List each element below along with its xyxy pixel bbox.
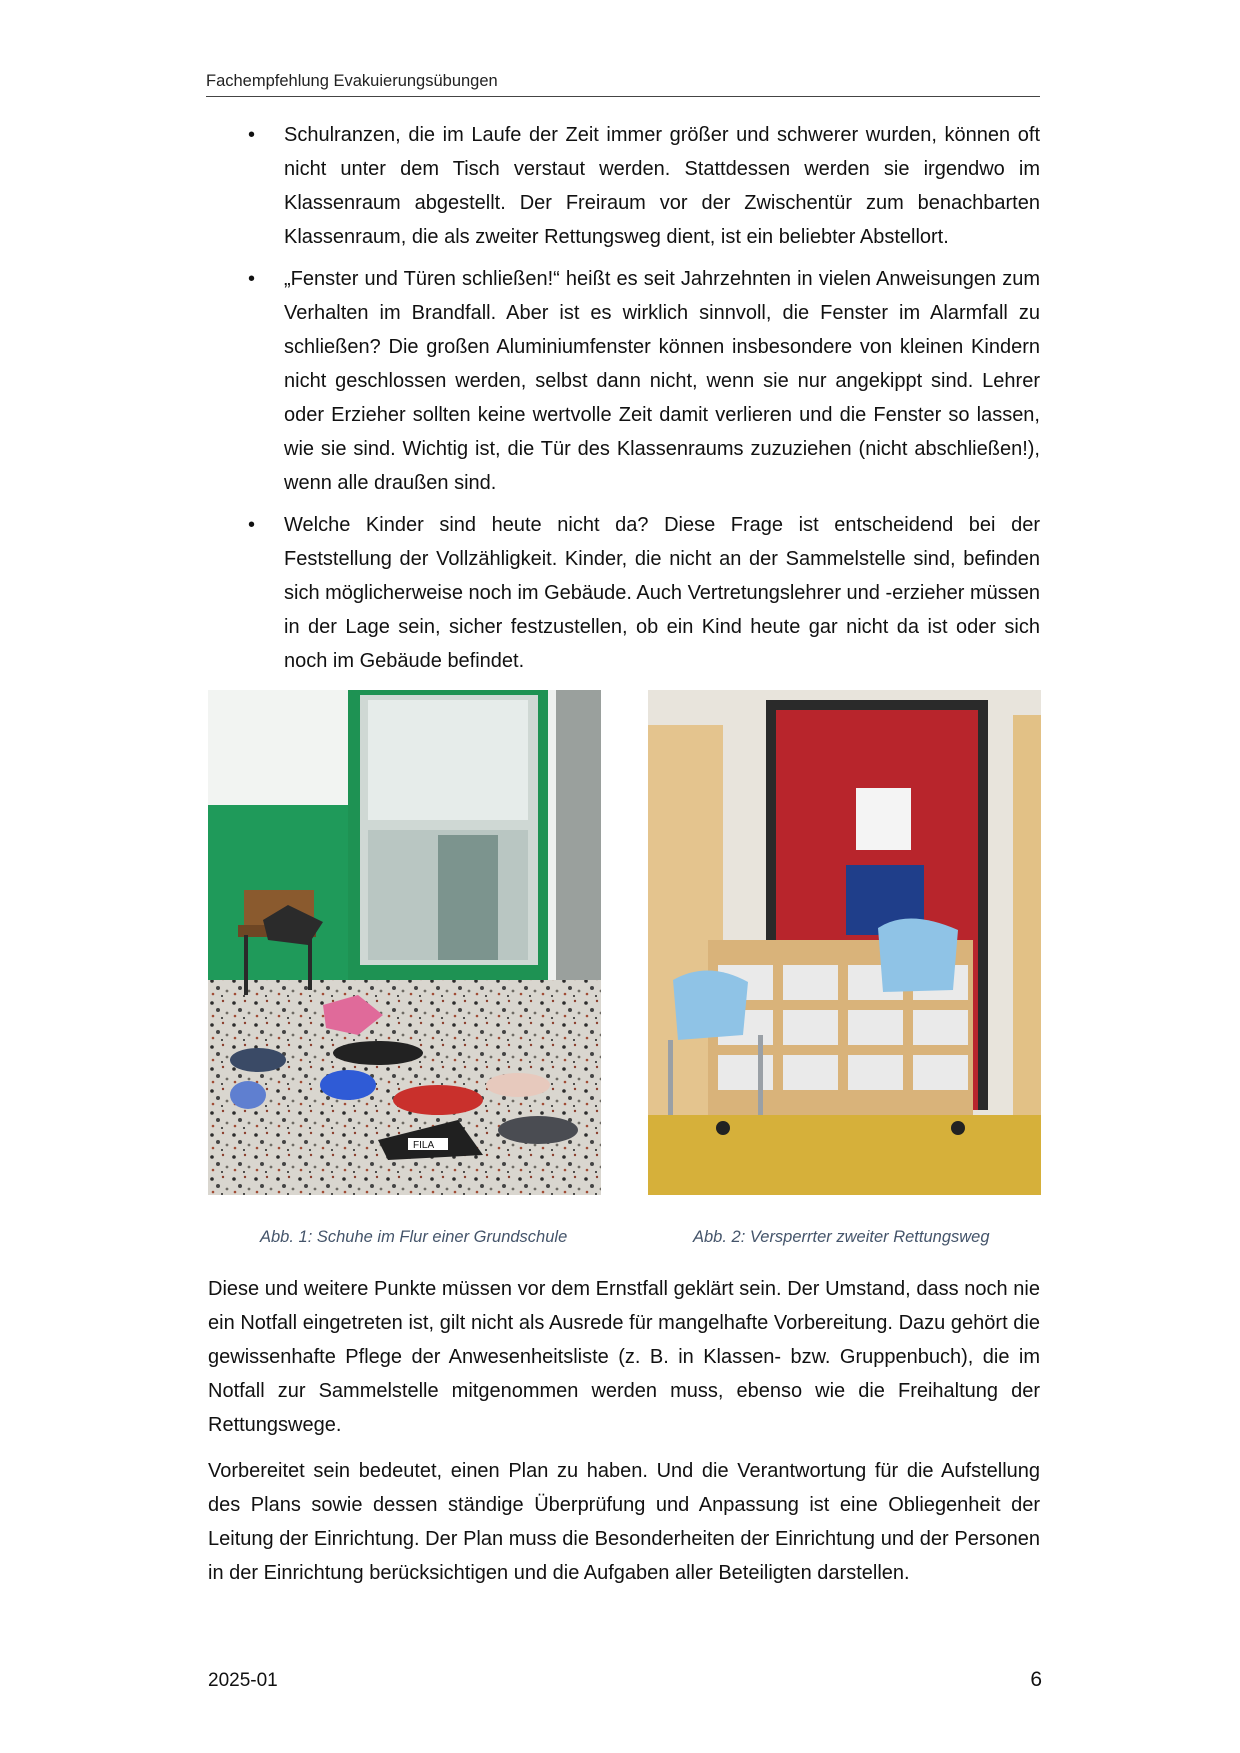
body-paragraph-plan: Vorbereitet sein bedeutet, einen Plan zu haben. Und die Verantwortung für die Aufstellung des Plans sowie dessen ständige Überprüfung und Anpassung ist eine Obliegenheit der Leitung der Einrichtung. Der Plan muss die Besonderheiten der Einrichtung und der Personen in der Einrichtung berücksichtigen und die Aufgaben aller Beteiligten darstellen. [208,1460,1040,1584]
shoe-brand-label: FILA [413,1140,435,1151]
bullet-text: Schulranzen, die im Laufe der Zeit immer größer und schwerer wurden, können oft nicht unter dem Tisch verstaut werden. Stattdessen werden sie irgendwo im Klassenraum abgestellt. Der Freiraum vor der Zwischentür zum benachbarten Klassenraum, die als zweiter Rettungsweg dient, ist ein beliebter Abstellort. [284,124,1040,248]
photo-blocked-escape-door [648,690,1041,1195]
header-rule [206,96,1040,97]
bullet-marker: • [248,268,256,290]
running-header: Fachempfehlung Evakuierungsübungen [206,72,498,90]
photo-shoes-in-corridor [208,690,601,1195]
bullet-item-school-bags [206,118,1040,254]
bullet-item-attendance [206,508,1040,678]
page-number: 6 [1030,1668,1042,1691]
bullet-marker: • [248,514,256,536]
bullet-item-windows-doors [206,262,1040,500]
figure-caption-2: Abb. 2: Versperrter zweiter Rettungsweg [693,1228,990,1246]
bullet-marker: • [248,124,256,146]
bullet-text: Welche Kinder sind heute nicht da? Diese Frage ist entscheidend bei der Feststellung der Vollzähligkeit. Kinder, die nicht an der Sammelstelle sind, befinden sich möglicherweise noch im Gebäude. Auch Vertretungslehrer und -erzieher müssen in der Lage sein, sicher festzustellen, ob ein Kind heute gar nicht da ist oder sich noch im Gebäude befindet. [284,514,1040,672]
footer-date: 2025-01 [208,1670,278,1691]
bullet-list [206,118,1040,686]
figure-caption-1: Abb. 1: Schuhe im Flur einer Grundschule [260,1228,568,1246]
body-paragraph-preparation: Diese und weitere Punkte müssen vor dem Ernstfall geklärt sein. Der Umstand, dass noch nie ein Notfall eingetreten ist, gilt nicht als Ausrede für mangelhafte Vorbereitung. Dazu gehört die gewissenhafte Pflege der Anwesenheitsliste (z. B. in Klassen- bzw. Gruppenbuch), die im Notfall zur Sammelstelle mitgenommen werden muss, ebenso wie die Freihaltung der Rettungswege. [208,1278,1040,1436]
bullet-text: „Fenster und Türen schließen!“ heißt es seit Jahrzehnten in vielen Anweisungen zum Verhalten im Brandfall. Aber ist es wirklich sinnvoll, die Fenster im Alarmfall zu schließen? Die großen Aluminiumfenster können insbesondere von kleinen Kindern nicht geschlossen werden, selbst dann nicht, wenn sie nur angekippt sind. Lehrer oder Erzieher sollten keine wertvolle Zeit damit verlieren und die Fenster so lassen, wie sie sind. Wichtig ist, die Tür des Klassenraums zuzuziehen (nicht abschließen!), wenn alle draußen sind. [284,268,1040,494]
